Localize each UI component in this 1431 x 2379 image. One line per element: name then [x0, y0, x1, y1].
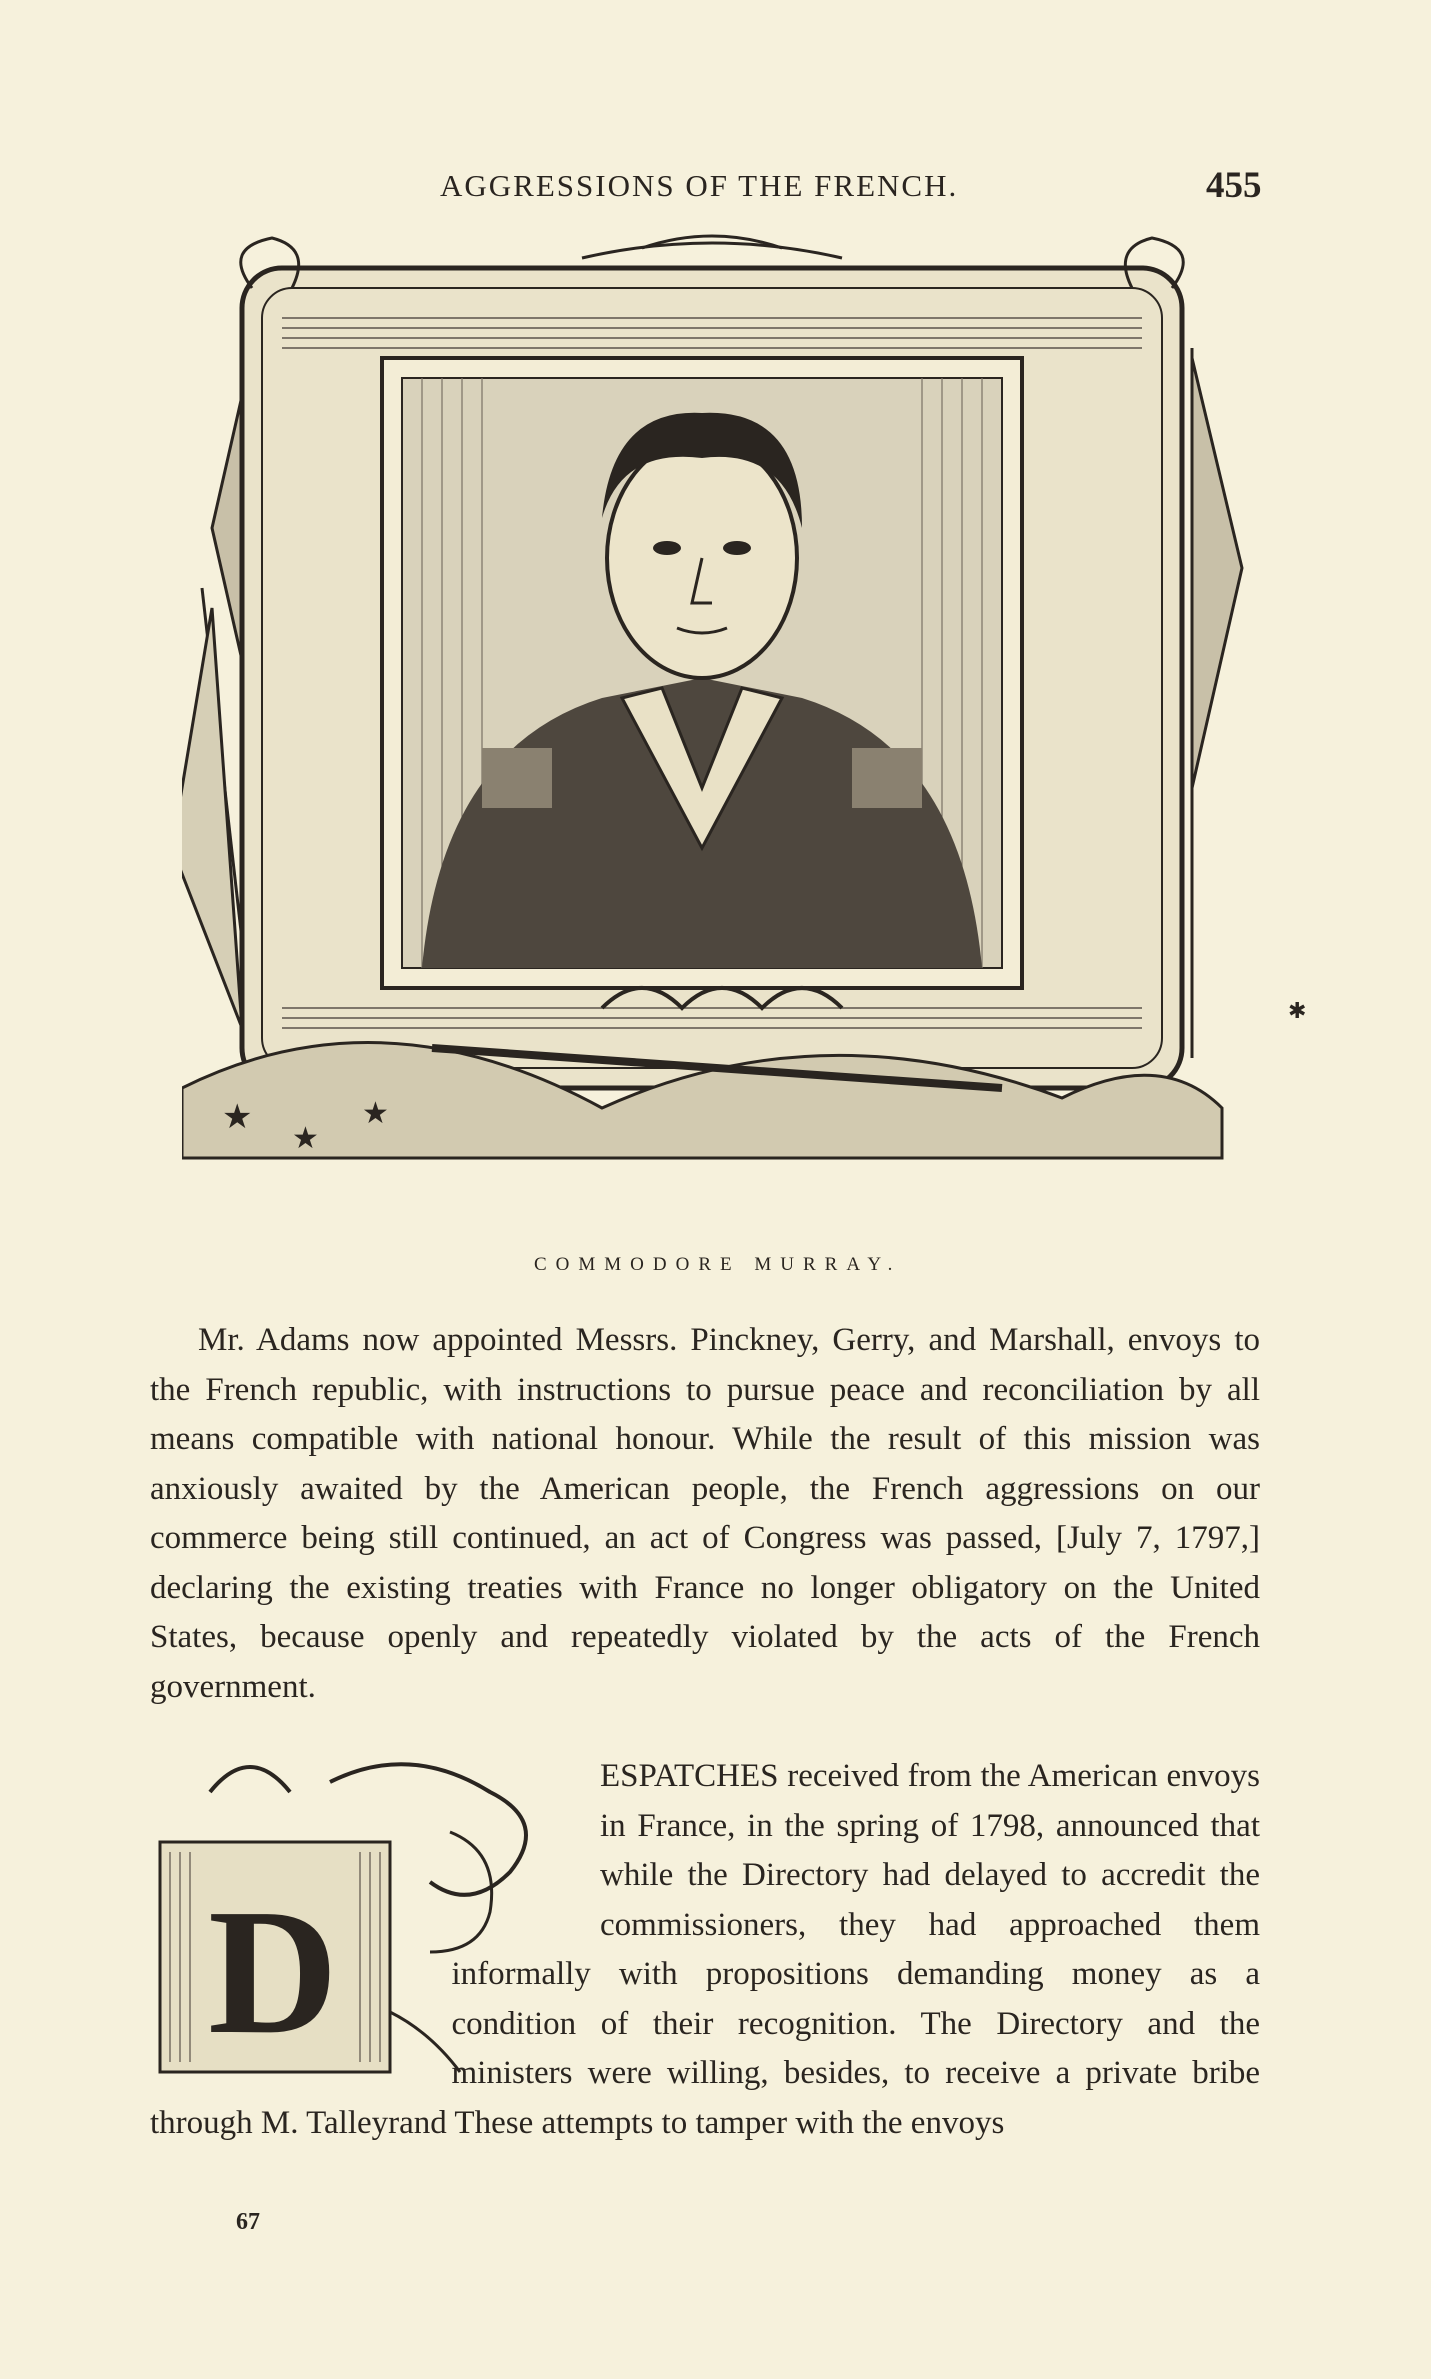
- signature-mark: 67: [236, 2209, 260, 2235]
- page-number: 455: [1206, 165, 1262, 206]
- running-head: AGGRESSIONS OF THE FRENCH.: [440, 168, 959, 203]
- paragraph-2: [150, 1752, 1260, 2148]
- paragraph-2-text: ESPATCHES received from the American envoys in France, in the spring of 1798, announced that while the Directory had delayed to accredit the commissioners, they had approached them informally with propositions demanding money as a condition of their recognition. The Directory and the ministers were willing, besides, to receive a private bribe through M. Talleyrand These attempts to tamper with the envoys: [150, 1758, 1260, 2141]
- figure-caption: COMMODORE MURRAY.: [534, 1254, 902, 1275]
- paragraph-1: Mr. Adams now appointed Messrs. Pinckney, Gerry, and Marshall, envoys to the French republic, with instructions to pursue peace and reconciliation by all means compatible with national honour. While the result of this mission was anxiously awaited by the American people, the French aggressions on our commerce being still continued, an act of Congress was passed, [July 7, 1797,] declaring the existing treaties with France no longer obligatory on the United States, because openly and repeatedly violated by the acts of the French government.: [150, 1322, 1260, 1705]
- svg-text:★: ★: [222, 1099, 253, 1136]
- portrait-engraving: [182, 228, 1250, 1250]
- svg-text:★: ★: [362, 1097, 389, 1130]
- svg-text:★: ★: [292, 1122, 319, 1155]
- drop-cap-letter: D: [208, 1872, 338, 2071]
- margin-mark: ✱: [1288, 998, 1307, 1023]
